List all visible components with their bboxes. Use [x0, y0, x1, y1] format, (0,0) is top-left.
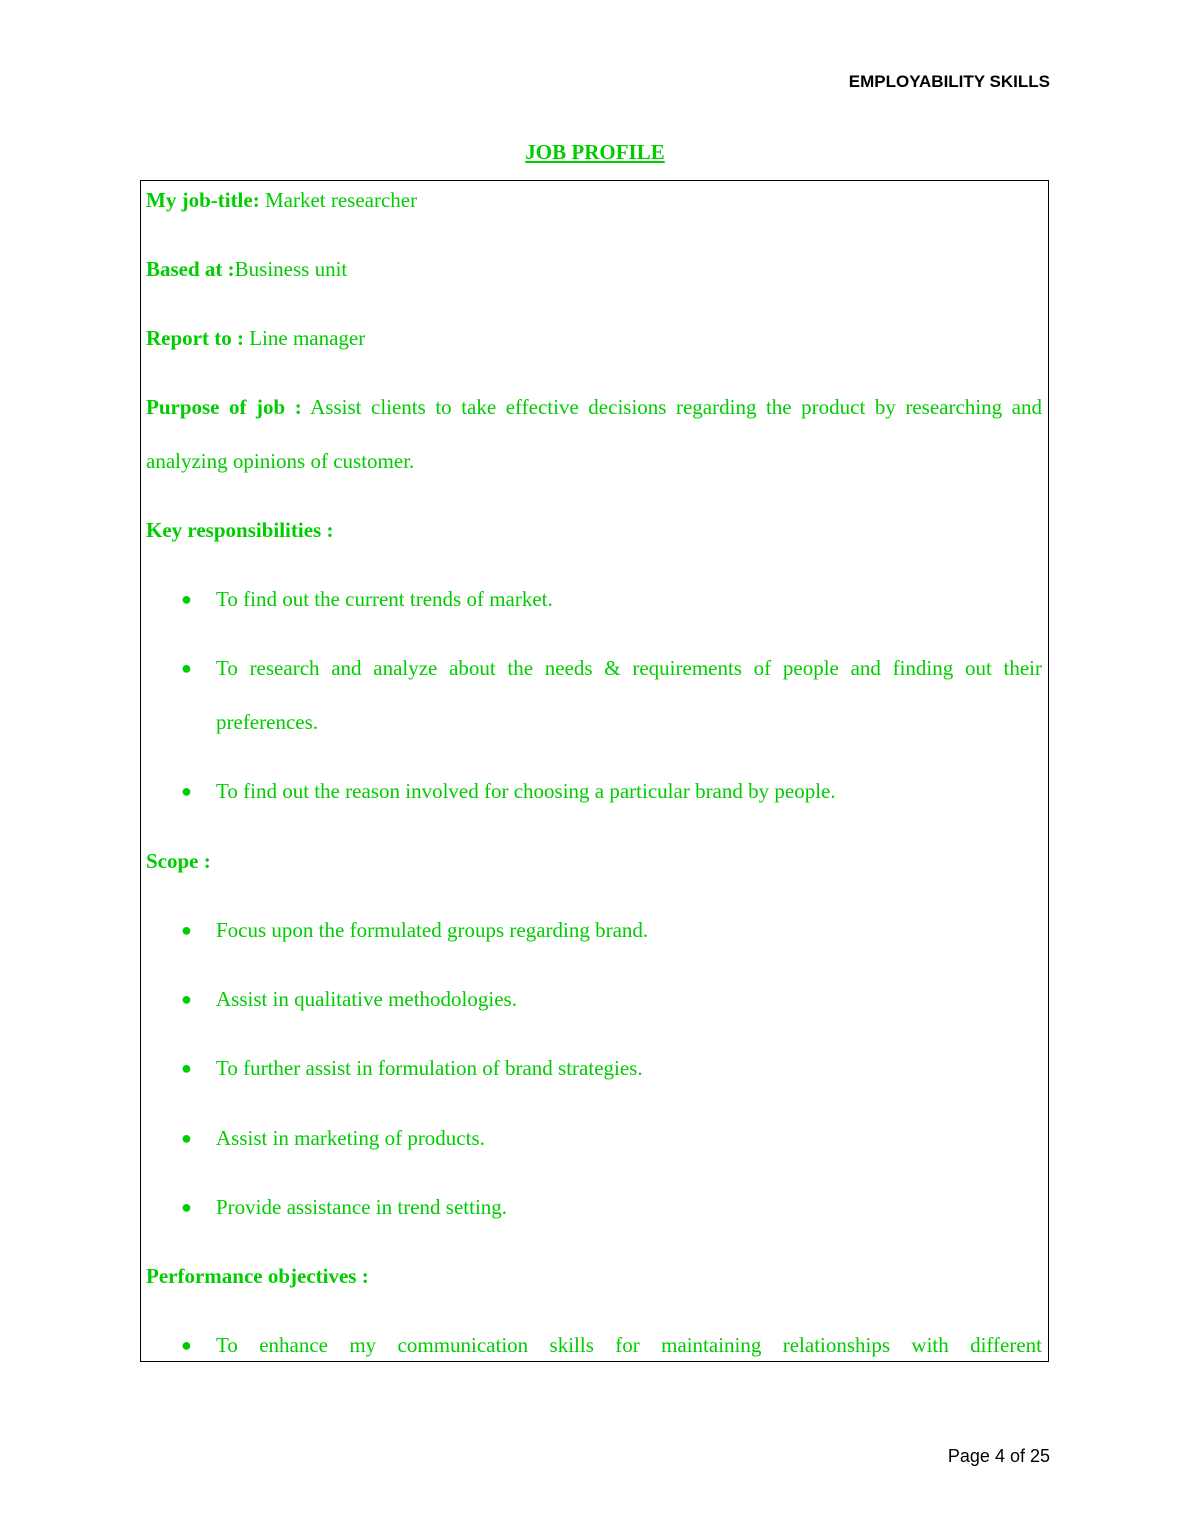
- scope-heading: Scope :: [146, 849, 211, 873]
- page-number: Page 4 of 25: [947, 1446, 1050, 1466]
- list-item: ● To research and analyze about the needs & requirements of people and finding out their preferences.: [216, 641, 1042, 749]
- bullet-icon: ●: [181, 658, 192, 678]
- list-item: ● To find out the reason involved for choosing a particular brand by people.: [216, 764, 1042, 818]
- based-at-value: Business unit: [234, 257, 348, 281]
- bullet-icon: ●: [181, 589, 192, 609]
- list-item: ● To find out the current trends of market.: [216, 572, 1042, 626]
- performance-objectives-heading: Performance objectives :: [146, 1264, 369, 1288]
- running-header: EMPLOYABILITY SKILLS: [848, 72, 1050, 91]
- bullet-icon: ●: [181, 1128, 192, 1148]
- bullet-icon: ●: [181, 1335, 192, 1355]
- bullet-icon: ●: [181, 1197, 192, 1217]
- job-profile-box: [140, 180, 1049, 1362]
- list-item: ● Assist in marketing of products.: [216, 1111, 1042, 1165]
- page-title: JOB PROFILE: [525, 140, 665, 164]
- list-item: ● Provide assistance in trend setting.: [216, 1180, 1042, 1234]
- report-to-label: Report to :: [146, 326, 244, 350]
- report-to-row: [146, 311, 1042, 365]
- bullet-icon: ●: [181, 781, 192, 801]
- purpose-label: Purpose of job :: [146, 395, 302, 419]
- list-item: ● Assist in qualitative methodologies.: [216, 972, 1042, 1026]
- bullet-icon: ●: [181, 1058, 192, 1078]
- based-at-label: Based at :: [146, 257, 235, 281]
- list-item: ● To further assist in formulation of brand strategies.: [216, 1041, 1042, 1095]
- key-responsibilities-heading: Key responsibilities :: [146, 518, 334, 542]
- job-title-label: My job-title:: [146, 188, 260, 212]
- purpose-row: [146, 380, 1042, 488]
- job-title-row: [146, 180, 1042, 227]
- bullet-icon: ●: [181, 920, 192, 940]
- list-item: ● To enhance my communication skills for maintaining relationships with different: [216, 1318, 1042, 1362]
- report-to-value: Line manager: [243, 326, 366, 350]
- bullet-icon: ●: [181, 989, 192, 1009]
- based-at-row: [146, 242, 1042, 296]
- list-item: ● Focus upon the formulated groups regarding brand.: [216, 903, 1042, 957]
- purpose-value: Assist clients to take effective decisions regarding the product by researching and analyzing opinions of customer.: [146, 395, 1042, 473]
- job-title-value: Market researcher: [259, 188, 418, 212]
